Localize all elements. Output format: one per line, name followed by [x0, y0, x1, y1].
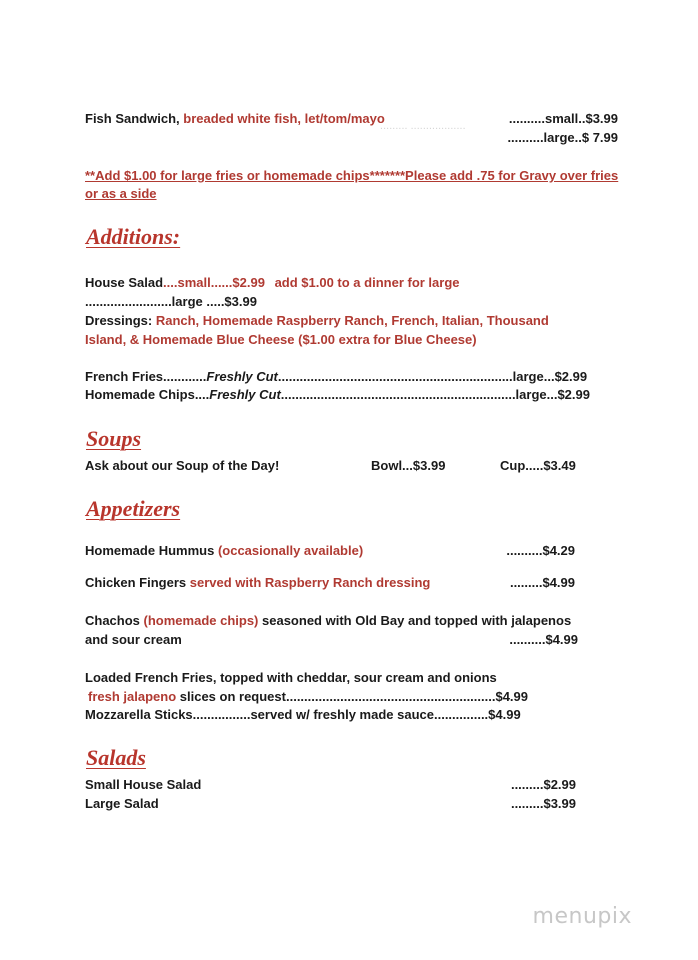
house-salad-note: add $1.00 to a dinner for large — [274, 275, 460, 290]
large-salad-price: .........$3.99 — [510, 796, 576, 811]
soup-cup-price: Cup.....$3.49 — [500, 458, 576, 473]
loaded-fries-line — [85, 669, 618, 687]
small-house-salad-name: Small House Salad — [85, 777, 202, 792]
dressings-list-2: Island, & Homemade Blue Cheese ($1.00 extra for Blue Cheese) — [85, 332, 477, 347]
fish-sandwich-large-price: ..........large..$ 7.99 — [507, 130, 618, 145]
chachos-desc-2: and sour cream — [85, 632, 182, 647]
loaded-fries-jalapeno: fresh jalapeno — [88, 689, 177, 704]
fish-sandwich-line — [85, 110, 618, 128]
dressings-line — [85, 312, 618, 330]
hummus-desc: (occasionally available) — [217, 543, 364, 558]
house-salad-name: House Salad — [85, 275, 164, 290]
homemade-chips-name: Homemade Chips — [85, 387, 195, 402]
loaded-fries-desc: Loaded French Fries, topped with cheddar, sour cream and onions — [85, 670, 497, 685]
french-fries-price: .................................................................large...$2.99 — [277, 369, 588, 384]
hummus-name: Homemade Hummus — [85, 543, 215, 558]
house-salad-large-line — [85, 293, 618, 311]
salads-heading: Salads — [86, 745, 146, 770]
mozzarella-sticks-desc-price: ................served w/ freshly made sauce...............$4.99 — [192, 707, 521, 722]
homemade-chips-dots: .... — [194, 387, 210, 402]
chicken-fingers-line — [85, 574, 618, 592]
appetizers-heading: Appetizers — [86, 496, 181, 521]
loaded-fries-price: ..........................................................$4.99 — [285, 689, 529, 704]
chachos-price: ..........$4.99 — [509, 632, 578, 647]
chachos-desc: (homemade chips) — [143, 613, 259, 628]
dressings-list-1: Ranch, Homemade Raspberry Ranch, French, Italian, Thousand — [155, 313, 549, 328]
fish-sandwich-desc: breaded white fish, let/tom/mayo — [183, 111, 385, 126]
hummus-line — [85, 542, 618, 560]
soup-line — [85, 457, 618, 475]
small-house-salad-price: .........$2.99 — [510, 777, 576, 792]
hummus-price: ..........$4.29 — [506, 543, 575, 558]
mozzarella-sticks-line — [85, 706, 618, 724]
loaded-fries-line-2 — [88, 688, 618, 706]
house-salad-small-price: ....small......$2.99 — [163, 275, 265, 290]
chachos-name: Chachos — [85, 613, 140, 628]
fries-chips-notice: **Add $1.00 for large fries or homemade chips*******Please add .75 for Gravy over fries or as a side — [85, 168, 619, 201]
large-salad-line — [85, 795, 618, 813]
dressings-label: Dressings: — [85, 313, 153, 328]
menupix-watermark: menupix — [532, 904, 632, 929]
large-salad-name: Large Salad — [85, 796, 159, 811]
homemade-chips-line — [85, 386, 618, 404]
chachos-line-2 — [85, 631, 618, 649]
chicken-fingers-desc: served with Raspberry Ranch dressing — [189, 575, 431, 590]
french-fries-name: French Fries — [85, 369, 164, 384]
bleed-through: .................. ......... — [380, 120, 466, 132]
loaded-fries-desc-2: slices on request — [179, 689, 286, 704]
soup-of-day: Ask about our Soup of the Day! — [85, 458, 280, 473]
homemade-chips-price: .................................................................large...$2.99 — [280, 387, 590, 402]
chachos-line — [85, 612, 618, 630]
french-fries-line — [85, 368, 618, 386]
fish-sandwich-small-price: ..........small..$3.99 — [508, 111, 618, 126]
additions-heading: Additions: — [86, 224, 181, 249]
french-fries-dots: ............ — [163, 369, 207, 384]
fish-sandwich-name: Fish Sandwich, — [85, 111, 180, 126]
mozzarella-sticks-name: Mozzarella Sticks — [85, 707, 193, 722]
soup-bowl-price: Bowl...$3.99 — [371, 458, 446, 473]
house-salad-large-price: ........................large .....$3.99 — [85, 294, 257, 309]
soups-heading: Soups — [86, 426, 142, 451]
chicken-fingers-price: .........$4.99 — [509, 575, 575, 590]
chachos-desc-rest: seasoned with Old Bay and topped with jalapenos — [262, 613, 572, 628]
small-house-salad-line — [85, 776, 618, 794]
french-fries-desc: Freshly Cut — [206, 369, 278, 384]
homemade-chips-desc: Freshly Cut — [209, 387, 281, 402]
house-salad-line — [85, 274, 618, 292]
dressings-line-2 — [85, 331, 618, 349]
chicken-fingers-name: Chicken Fingers — [85, 575, 187, 590]
